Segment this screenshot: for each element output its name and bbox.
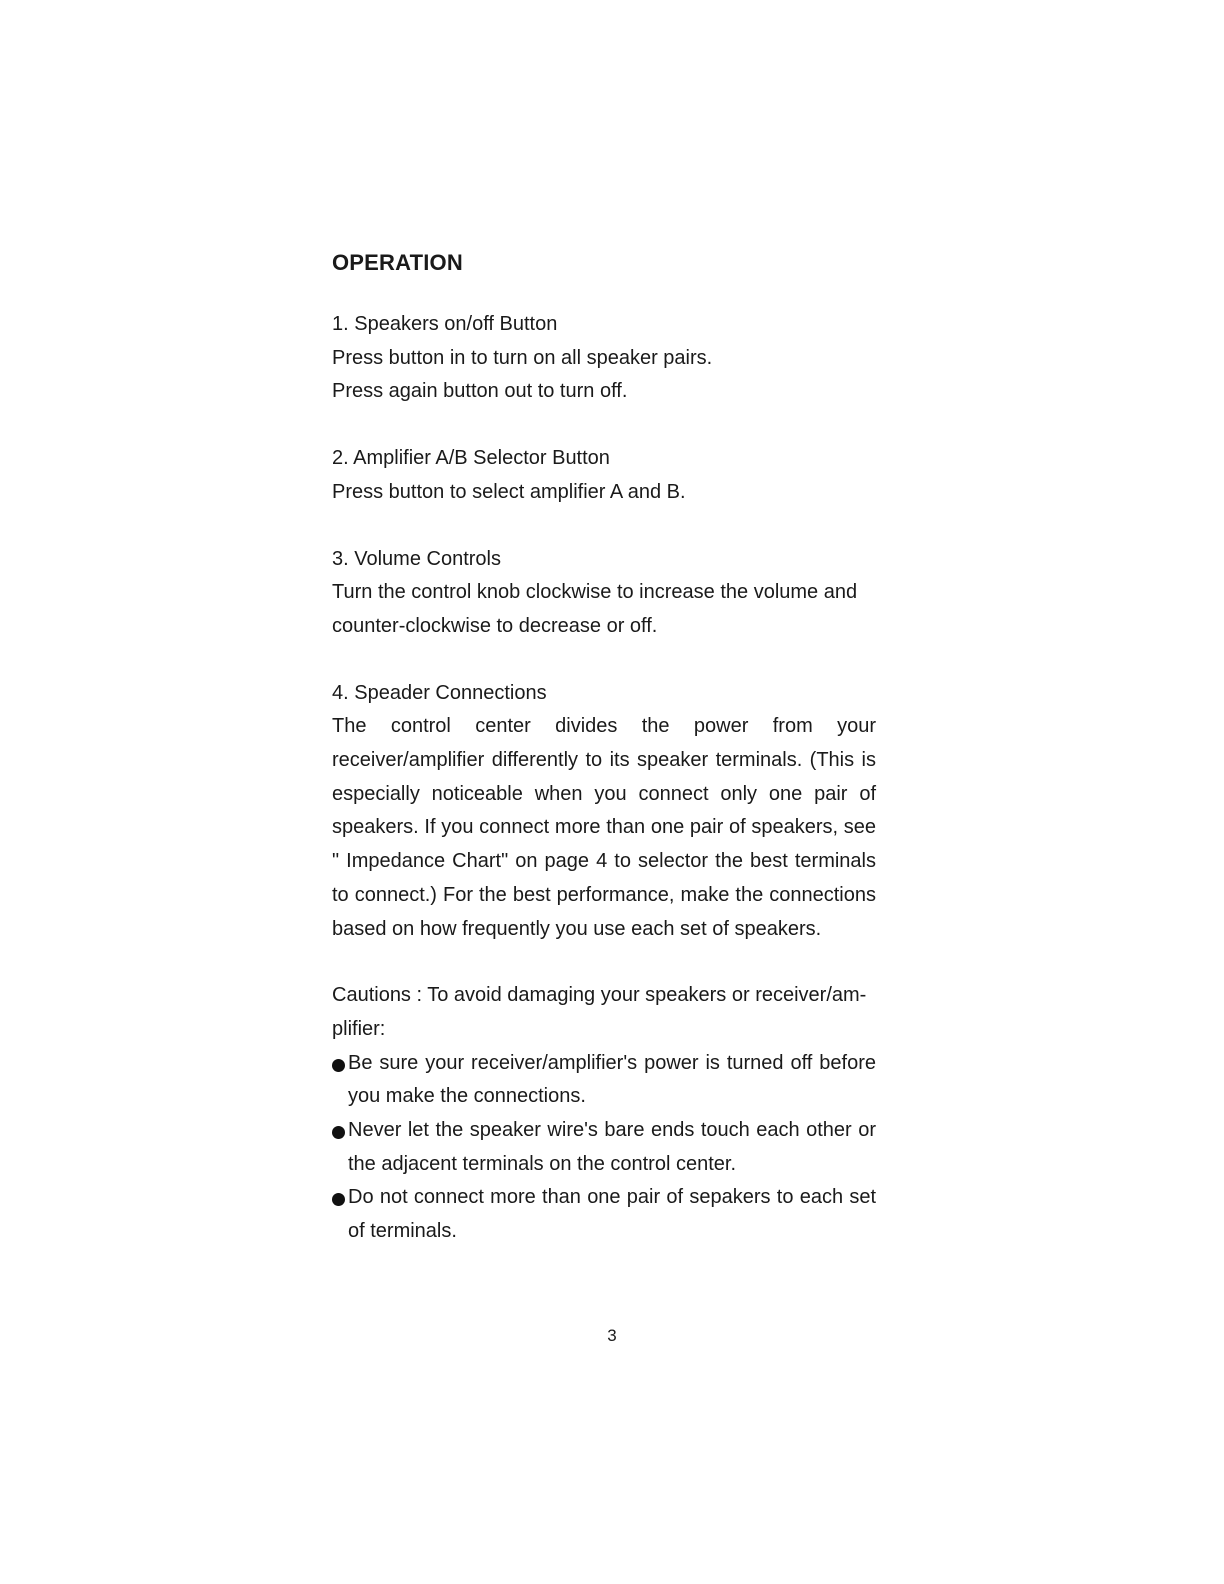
page-number: 3 [607, 1326, 617, 1345]
bullet-icon [332, 1193, 345, 1206]
bullet-icon [332, 1059, 345, 1072]
page-title: OPERATION [332, 250, 463, 275]
list-item [332, 1047, 876, 1114]
section-title: 3. Volume Controls [332, 547, 501, 570]
list-item [332, 1114, 876, 1181]
bullet-text: Be sure your receiver/amplifier's power is turned off before you make the connections. [348, 1051, 876, 1108]
section-title: 4. Speader Connections [332, 681, 547, 704]
section-line: Press button to select amplifier A and B. [332, 480, 686, 503]
bullet-text: Never let the speaker wire's bare ends touch each other or the adjacent terminals on the control center. [348, 1119, 876, 1175]
section-title: 1. Speakers on/off Button [332, 313, 558, 335]
section-body: Turn the control knob clockwise to increase the volume and counter-clockwise to decrease or off. [332, 581, 858, 637]
section-speakers-button [332, 308, 876, 409]
bullet-text: Do not connect more than one pair of sepakers to each set of terminals. [348, 1186, 876, 1243]
section-amplifier-selector [332, 442, 876, 509]
section-volume-controls [332, 543, 876, 644]
section-title: 2. Amplifier A/B Selector Button [332, 447, 610, 470]
cautions-intro: Cautions : To avoid damaging your speakers or receiver/am-plifier: [332, 984, 867, 1040]
section-cautions [332, 979, 876, 1249]
cautions-list [332, 1047, 876, 1249]
list-item [332, 1181, 876, 1248]
page-content [332, 246, 876, 1282]
section-body: The control center divides the power from your receiver/amplifier differently to its speaker terminals. (This is especially noticeable when you connect only one pair of speakers. If you connect more than one pair of speakers, see " Impedance Chart" on page 4 to selector the best terminals to connect.) For the best performance, make the connections based on how frequently you use each set of speakers. [332, 715, 876, 940]
section-line: Press again button out to turn off. [332, 380, 628, 403]
bullet-icon [332, 1126, 345, 1139]
section-speaker-connections [332, 677, 876, 947]
section-line: Press button in to turn on all speaker pairs. [332, 346, 713, 369]
